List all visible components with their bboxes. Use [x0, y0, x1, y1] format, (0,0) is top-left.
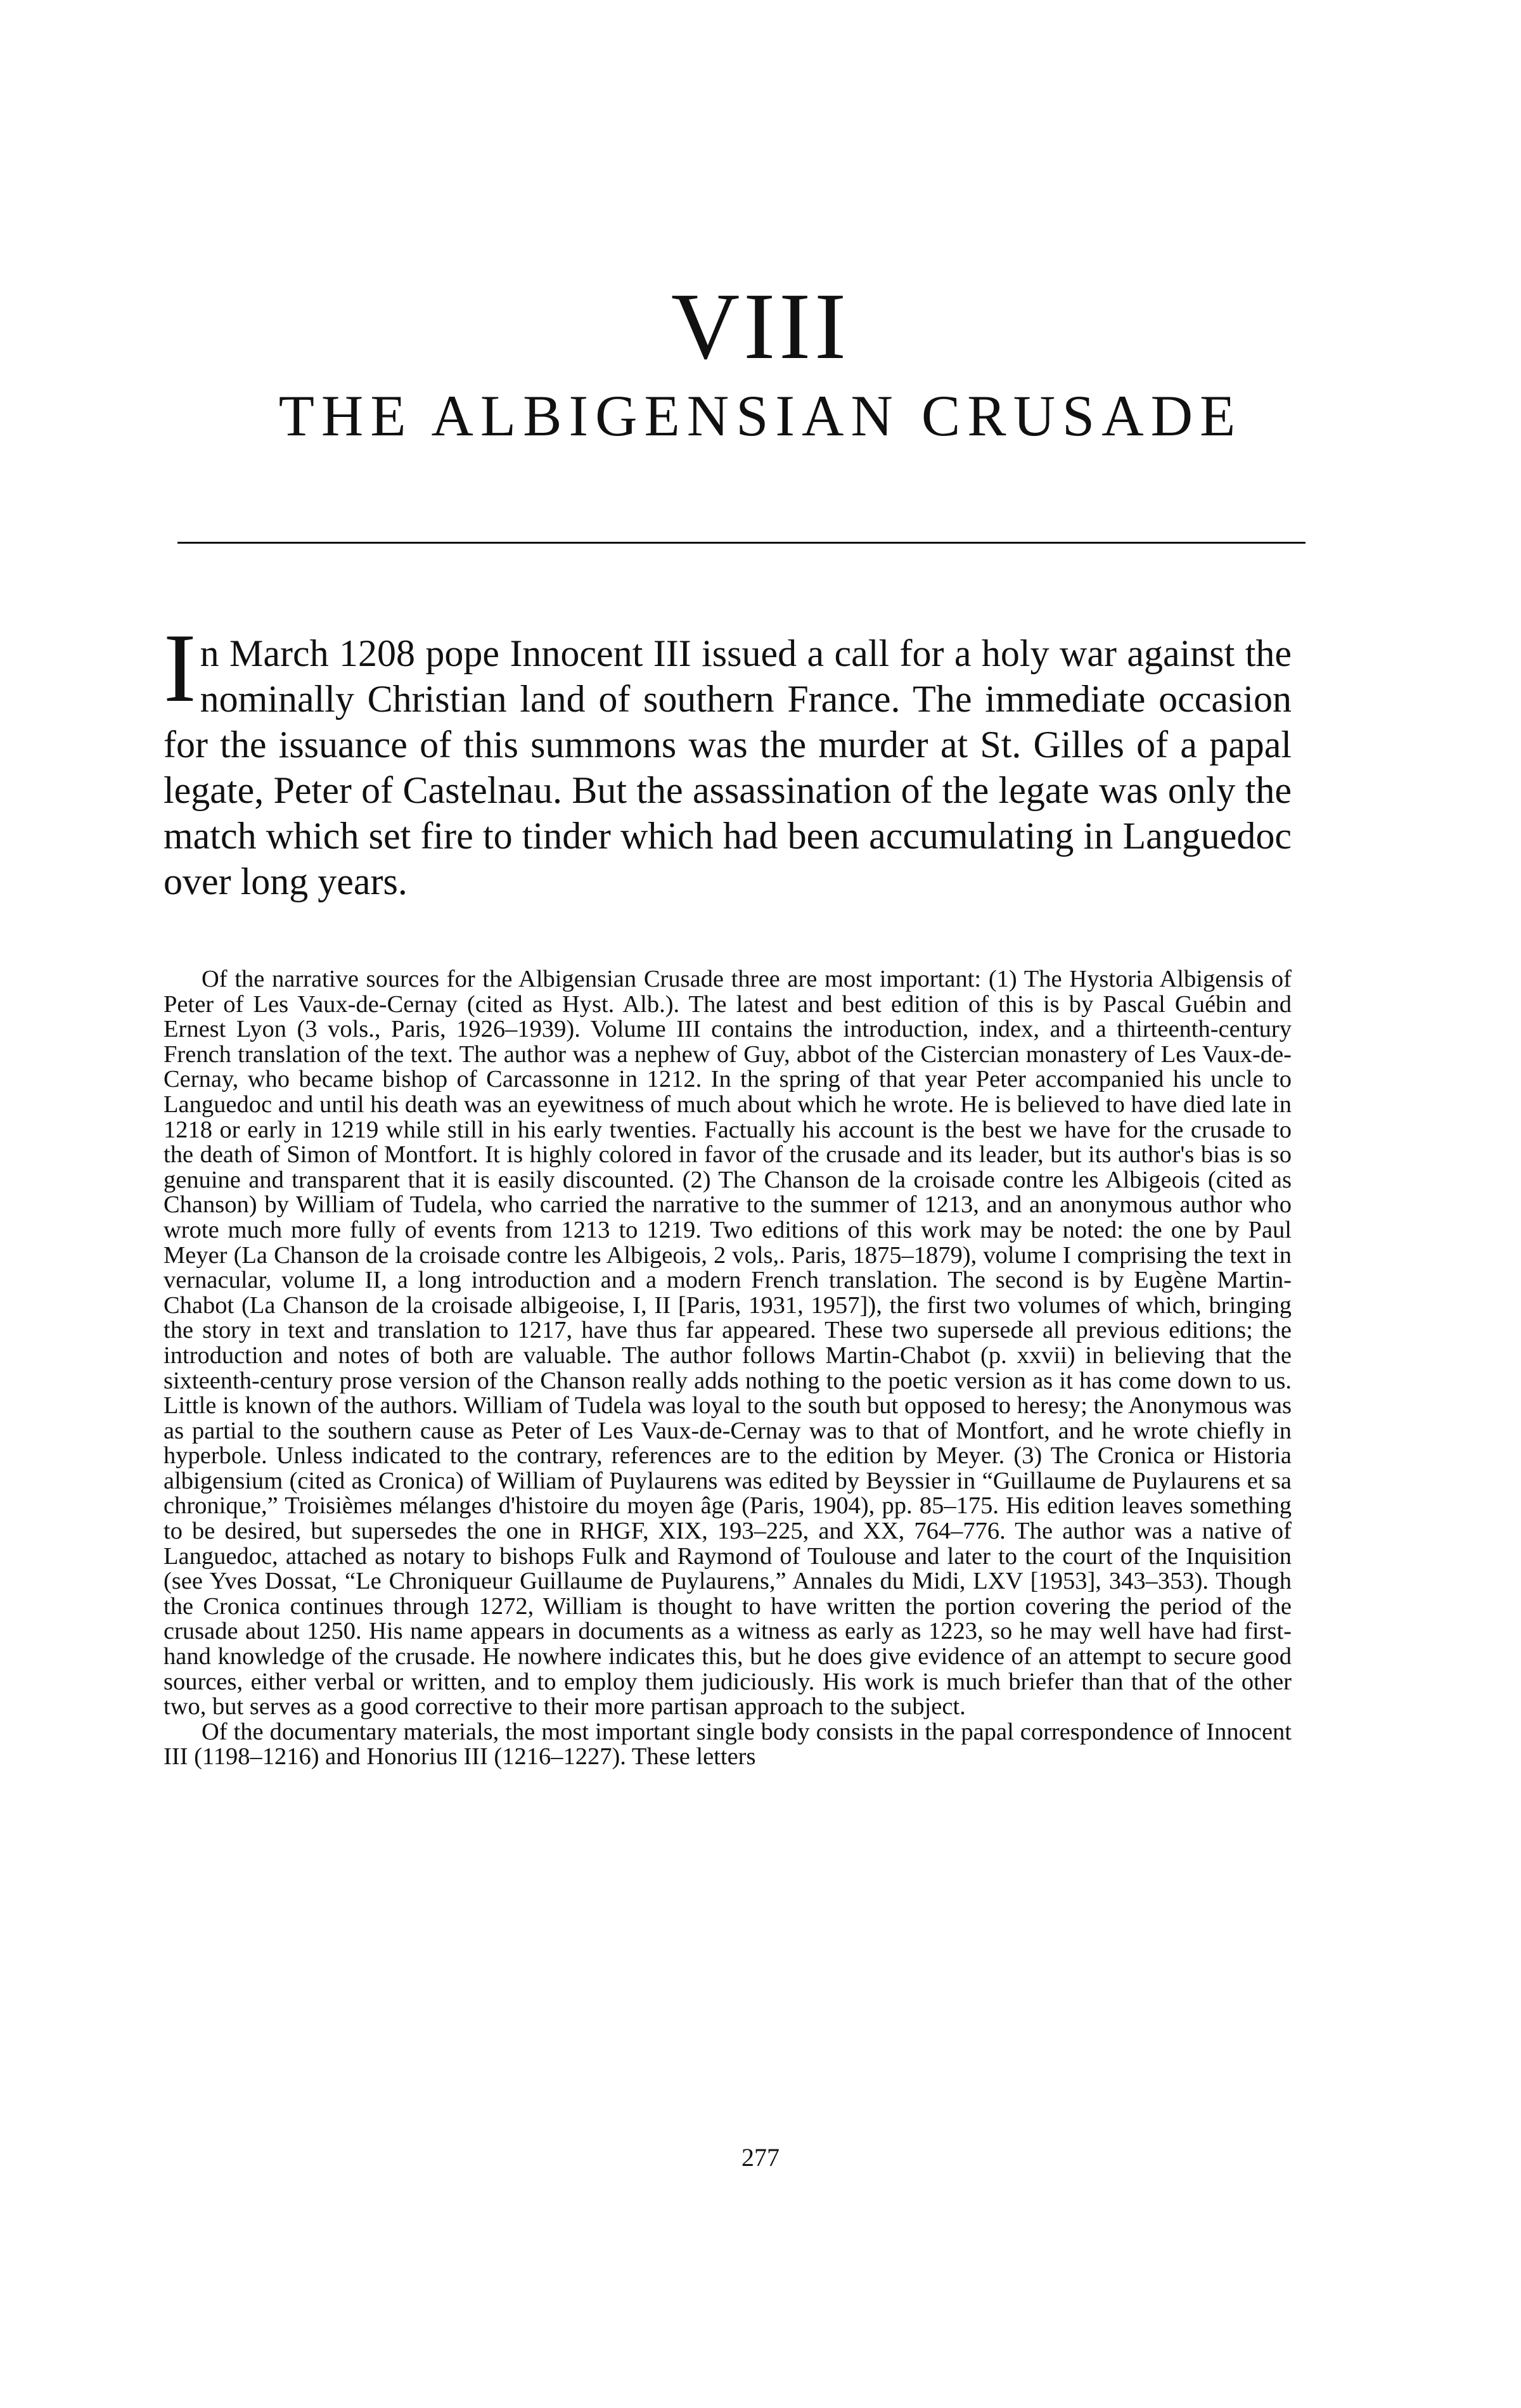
notes-paragraph-1: Of the narrative sources for the Albigensian Crusade three are most important: (1) The Hystoria Albigensis of Peter of Les Vaux-de-Cernay (cited as Hyst. Alb.). The latest and best edition of this is by Pascal Guébin and Ernest Lyon (3 vols., Paris, 1926–1939). Volume III contains the introduction, index, and a thirteenth-century French translation of the text. The author was a nephew of Guy, abbot of the Cistercian monastery of Les Vaux-de-Cernay, who became bishop of Carcassonne in 1212. In the spring of that year Peter accompanied his uncle to Languedoc and until his death was an eyewitness of much about which he wrote. He is believed to have died late in 1218 or early in 1219 while still in his early twenties. Factually his account is the best we have for the crusade to the death of Simon of Montfort. It is highly colored in favor of the crusade and its leader, but its author's bias is so genuine and transparent that it is easily discounted. (2) The Chanson de la croisade contre les Albigeois (cited as Chanson) by William of Tudela, who carried the narrative to the summer of 1213, and an anonymous author who wrote much more fully of events from 1213 to 1219. Two editions of this work may be noted: the one by Paul Meyer (La Chanson de la croisade contre les Albigeois, 2 vols,. Paris, 1875–1879), volume I comprising the text in vernacular, volume II, a long introduction and a modern French translation. The second is by Eugène Martin-Chabot (La Chanson de la croisade albigeoise, I, II [Paris, 1931, 1957]), the first two volumes of which, bringing the story in text and translation to 1217, have thus far appeared. These two supersede all previous editions; the introduction and notes of both are valuable. The author follows Martin-Chabot (p. xxvii) in believing that the sixteenth-century prose version of the Chanson really adds nothing to the poetic version as it has come down to us. Little is known of the authors. William of Tudela was loyal to the south but opposed to heresy; the Anonymous was as partial to the southern cause as Peter of Les Vaux-de-Cernay was to that of Montfort, and he wrote chiefly in hyperbole. Unless indicated to the contrary, references are to the edition by Meyer. (3) The Cronica or Historia albigensium (cited as Cronica) of William of Puylaurens was edited by Beyssier in “Guillaume de Puylaurens et sa chronique,” Troisièmes mélanges d'histoire du moyen âge (Paris, 1904), pp. 85–175. His edition leaves something to be desired, but supersedes the one in RHGF, XIX, 193–225, and XX, 764–776. The author was a native of Languedoc, attached as notary to bishops Fulk and Raymond of Toulouse and later to the court of the Inquisition (see Yves Dossat, “Le Chroniqueur Guillaume de Puylaurens,” Annales du Midi, LXV [1953], 343–353). Though the Cronica continues through 1272, William is thought to have written the portion covering the period of the crusade about 1250. His name appears in documents as a witness as early as 1223, so he may well have had first-hand knowledge of the crusade. He nowhere indicates this, but he does give evidence of an attempt to secure good sources, either verbal or written, and to employ them judiciously. His work is much briefer than that of the other two, but serves as a good corrective to their more partisan approach to the subject.: [164, 966, 1292, 1720]
intro-text: n March 1208 pope Innocent III issued a call for a holy war against the nominally Christian land of southern France. The immediate occasion for the issuance of this summons was the murder at St. Gilles of a papal legate, Peter of Castelnau. But the assassination of the legate was only the match which set fire to tinder which had been accumulating in Languedoc over long years.: [164, 632, 1292, 902]
intro-paragraph: [164, 613, 1292, 904]
drop-cap: I: [164, 613, 196, 722]
title-rule: [177, 542, 1306, 544]
page-number: 277: [741, 2143, 780, 2172]
chapter-title: THE ALBIGENSIAN CRUSADE: [278, 383, 1243, 448]
chapter-number: VIII: [671, 274, 850, 379]
notes-paragraph-2: Of the documentary materials, the most important single body consists in the papal correspondence of Innocent III (1198–1216) and Honorius III (1216–1227). These letters: [164, 1718, 1292, 1771]
notes-section: [164, 967, 1292, 1770]
